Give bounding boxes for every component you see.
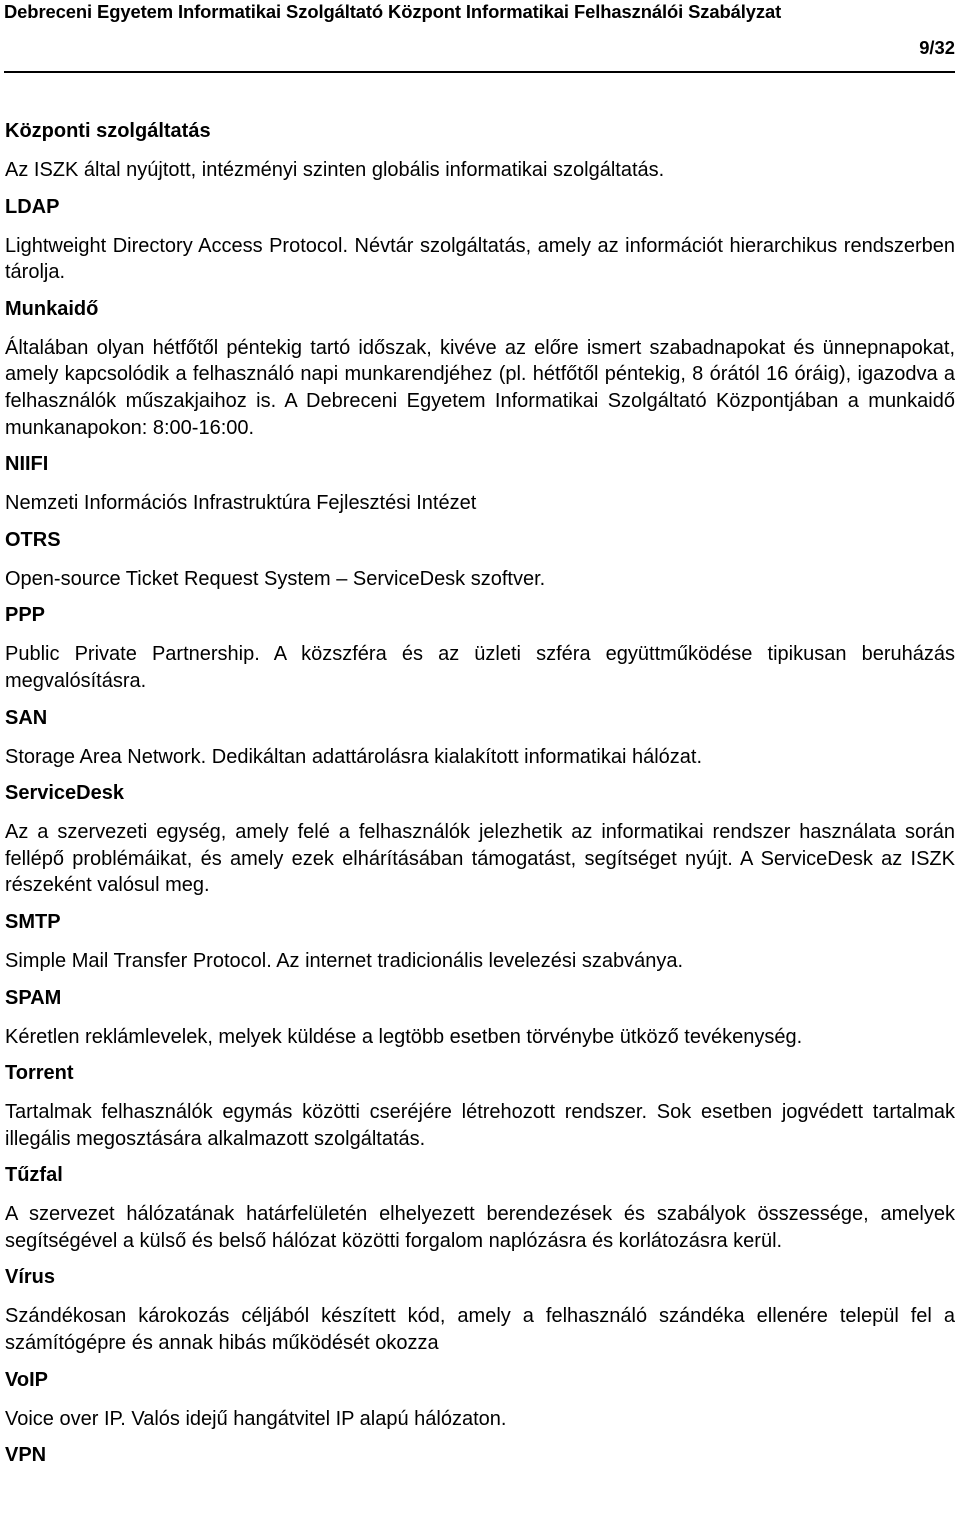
glossary-definition: Open-source Ticket Request System – ServiceDesk szoftver. [5, 567, 546, 590]
glossary-definition: Voice over IP. Valós idejű hangátvitel IP alapú hálózaton. [5, 1407, 507, 1430]
glossary-definition: Tartalmak felhasználók egymás közötti cseréjére létrehozott rendszer. Sok esetben jogvédett tartalmak illegális megosztására alkalmazott szolgáltatás. [5, 1101, 955, 1150]
glossary-definition: Lightweight Directory Access Protocol. Névtár szolgáltatás, amely az információt hierarchikus rendszerben tárolja. [5, 234, 955, 284]
glossary-entry-virus [5, 1264, 955, 1356]
glossary-entry-voip [5, 1367, 955, 1433]
document-title: Debreceni Egyetem Informatikai Szolgáltató Központ Informatikai Felhasználói Szabályzat [4, 1, 782, 22]
glossary-entry-vpn [5, 1442, 955, 1469]
glossary-term: VPN [5, 1444, 47, 1467]
glossary-definition: A szervezet hálózatának határfelületén elhelyezett berendezések és szabályok összessége, amelyek segítségével a külső és belső hálózat közötti forgalom naplózásra és korlátozásra kerül. [5, 1203, 955, 1252]
glossary-entry-torrent [5, 1060, 955, 1152]
glossary-entry-smtp [5, 909, 955, 975]
glossary-definition: Storage Area Network. Dedikáltan adattárolásra kialakított informatikai hálózat. [5, 745, 703, 768]
page-number: 9/32 [919, 37, 955, 58]
glossary-entry-otrs [5, 527, 955, 593]
glossary-definition: Simple Mail Transfer Protocol. Az internet tradicionális levelezési szabványa. [5, 949, 684, 972]
glossary-term: SAN [5, 706, 48, 729]
glossary-term: PPP [5, 604, 46, 627]
glossary-definition: Public Private Partnership. A közszféra és az üzleti szféra együttműködése tipikusan beruházás megvalósításra. [5, 643, 955, 692]
glossary-definition: Kéretlen reklámlevelek, melyek küldése a legtöbb esetben törvénybe ütköző tevékenység. [5, 1025, 803, 1048]
glossary-entry-tuzfal [5, 1162, 955, 1254]
glossary-entry-san [5, 705, 955, 771]
glossary-entry-niifi [5, 451, 955, 517]
header-divider [4, 71, 955, 73]
glossary-term: VoIP [5, 1368, 48, 1391]
glossary-entry-munkaido [5, 296, 955, 441]
glossary-term: Torrent [5, 1062, 74, 1085]
glossary-definition: Szándékosan károkozás céljából készített kód, amely a felhasználó szándéka ellenére települ fel a számítógépre és annak hibás működését okozza [5, 1305, 955, 1355]
glossary-term: NIIFI [5, 453, 49, 476]
glossary-term: Munkaidő [5, 297, 99, 320]
glossary-definition: Az ISZK által nyújtott, intézményi szinten globális informatikai szolgáltatás. [5, 159, 665, 181]
glossary-term: SPAM [5, 986, 62, 1009]
glossary-list [5, 118, 955, 1481]
glossary-term: Tűzfal [5, 1164, 63, 1187]
glossary-term: SMTP [5, 910, 61, 933]
glossary-entry-ldap [5, 194, 955, 286]
glossary-definition: Az a szervezeti egység, amely felé a felhasználók jelezhetik az informatikai rendszer használata során fellépő problémáikat, és amely ezek elhárításában támogatást, segítséget nyújt. A ServiceDesk az ISZK részeként valósul meg. [5, 821, 955, 897]
glossary-term: ServiceDesk [5, 782, 124, 805]
glossary-definition: Nemzeti Információs Infrastruktúra Fejlesztési Intézet [5, 492, 477, 515]
glossary-term: LDAP [5, 195, 60, 218]
glossary-entry-ppp [5, 602, 955, 694]
glossary-term: OTRS [5, 528, 61, 551]
glossary-term: Vírus [5, 1266, 56, 1289]
glossary-entry-servicedesk [5, 780, 955, 899]
glossary-entry-kozponti-szolgaltatas [5, 118, 955, 184]
glossary-definition: Általában olyan hétfőtől péntekig tartó időszak, kivéve az előre ismert szabadnapokat és ünnepnapokat, amely kapcsolódik a felhasználó napi munkarendjéhez (pl. hétfőtől péntekig, 8 órától 16 óráig), igazodva a felhasználók műszakjaihoz is. A Debreceni Egyetem Informatikai Szolgáltató Központjában a munkaidő munkanapokon: 8:00-16:00. [5, 336, 955, 439]
glossary-term: Központi szolgáltatás [5, 120, 211, 142]
glossary-entry-spam [5, 985, 955, 1051]
